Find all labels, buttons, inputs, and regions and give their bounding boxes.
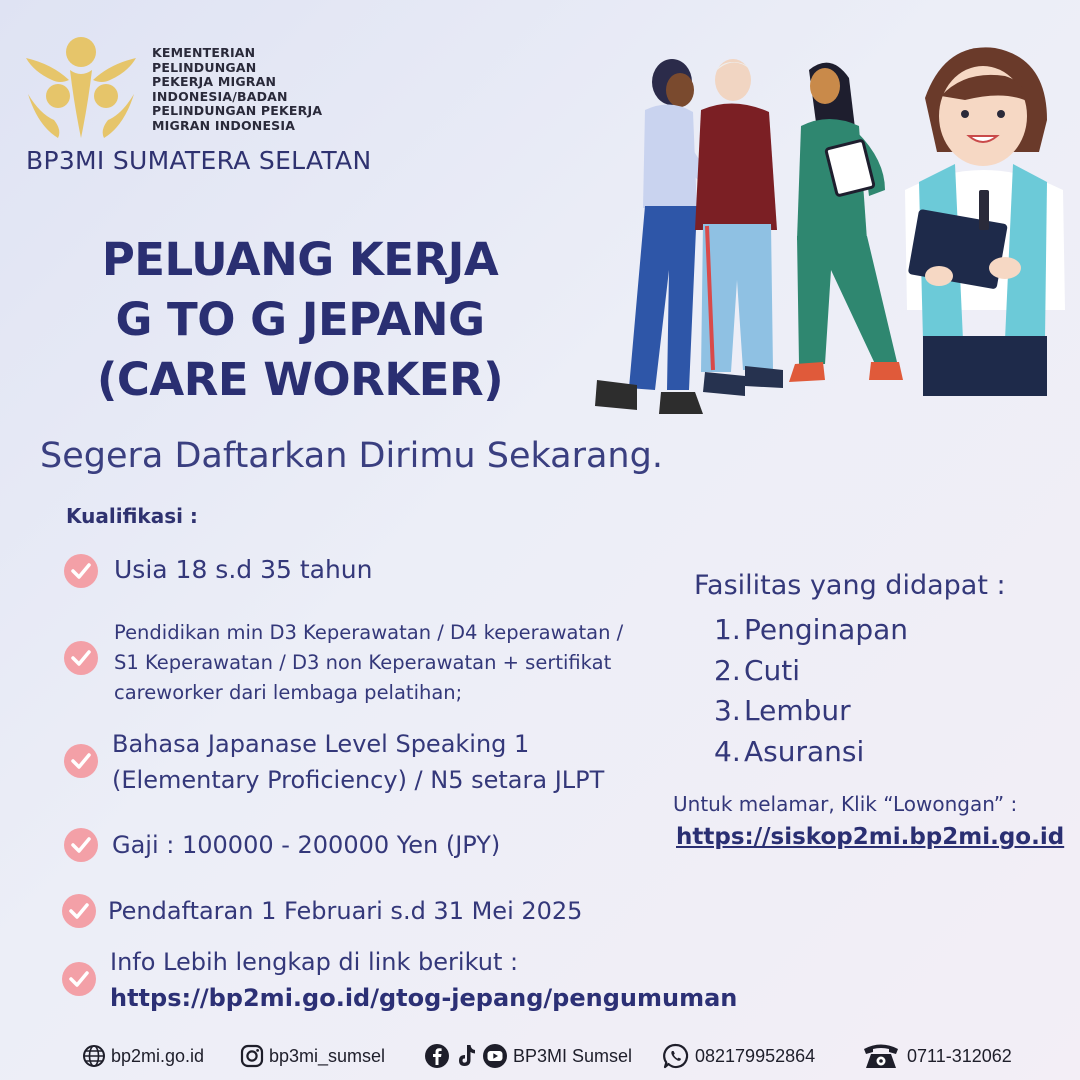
footer-website[interactable]: bp2mi.go.id xyxy=(82,1040,204,1072)
tiktok-icon xyxy=(455,1043,477,1069)
tagline: Segera Daftarkan Dirimu Sekarang. xyxy=(40,436,663,476)
patient-woman-figure xyxy=(595,59,713,414)
more-info-label: Info Lebih lengkap di link berikut : xyxy=(110,948,519,976)
qualification-language: Bahasa Japanase Level Speaking 1 (Elementary Proficiency) / N5 setara JLPT xyxy=(112,730,605,794)
footer-phone[interactable]: 0711-312062 xyxy=(860,1040,1012,1072)
check-icon xyxy=(62,894,96,928)
check-icon xyxy=(62,962,96,996)
globe-icon xyxy=(82,1044,106,1068)
facility-item: 1. Penginapan xyxy=(714,613,908,646)
nurse-figure xyxy=(789,63,903,382)
check-icon xyxy=(64,641,98,675)
qualification-heading: Kualifikasi : xyxy=(66,504,198,528)
footer-whatsapp[interactable]: 082179952864 xyxy=(662,1040,815,1072)
more-info xyxy=(110,944,737,1016)
footer-instagram[interactable]: bp3mi_sumsel xyxy=(240,1040,385,1072)
facebook-icon xyxy=(424,1043,450,1069)
qualification-age: Usia 18 s.d 35 tahun xyxy=(114,555,373,584)
footer-social[interactable]: BP3MI Sumsel xyxy=(424,1040,632,1072)
facilities-list xyxy=(714,610,908,772)
youtube-icon xyxy=(482,1043,508,1069)
nurse-with-laptop-figure xyxy=(905,47,1065,396)
siskop-link[interactable]: https://siskop2mi.bp2mi.go.id xyxy=(676,824,1065,850)
apply-instruction: Untuk melamar, Klik “Lowongan” : xyxy=(673,792,1018,816)
qualification-education: Pendidikan min D3 Keperawatan / D4 keperawatan / S1 Keperawatan / D3 non Keperawatan + sertifikat careworker dari lembaga pelatihan; xyxy=(114,621,624,704)
qualification-salary: Gaji : 100000 - 200000 Yen (JPY) xyxy=(112,831,501,859)
facility-item: 4. Asuransi xyxy=(714,734,865,768)
facility-item: 2. Cuti xyxy=(714,653,801,687)
contact-footer xyxy=(0,1040,1080,1072)
announcement-link[interactable]: https://bp2mi.go.id/gtog-jepang/pengumuman xyxy=(110,984,738,1012)
facilities-heading: Fasilitas yang didapat : xyxy=(694,570,1006,601)
registration-period: Pendaftaran 1 Februari s.d 31 Mei 2025 xyxy=(108,897,583,925)
elderly-man-figure xyxy=(695,59,783,396)
headline: PELUANG KERJA G TO G JEPANG (CARE WORKER) xyxy=(96,233,504,406)
telephone-icon xyxy=(860,1041,902,1071)
office-name: BP3MI SUMATERA SELATAN xyxy=(26,146,372,175)
care-workers-illustration xyxy=(585,40,1080,430)
whatsapp-icon xyxy=(662,1042,690,1070)
bp2mi-logo xyxy=(22,34,140,142)
check-icon xyxy=(64,554,98,588)
facility-item: 3. Lembur xyxy=(714,694,851,727)
ministry-name: KEMENTERIAN PELINDUNGAN PEKERJA MIGRAN INDONESIA/BADAN PELINDUNGAN PEKERJA MIGRAN INDONESIA xyxy=(152,45,323,133)
check-icon xyxy=(64,744,98,778)
check-icon xyxy=(64,828,98,862)
instagram-icon xyxy=(240,1044,264,1068)
